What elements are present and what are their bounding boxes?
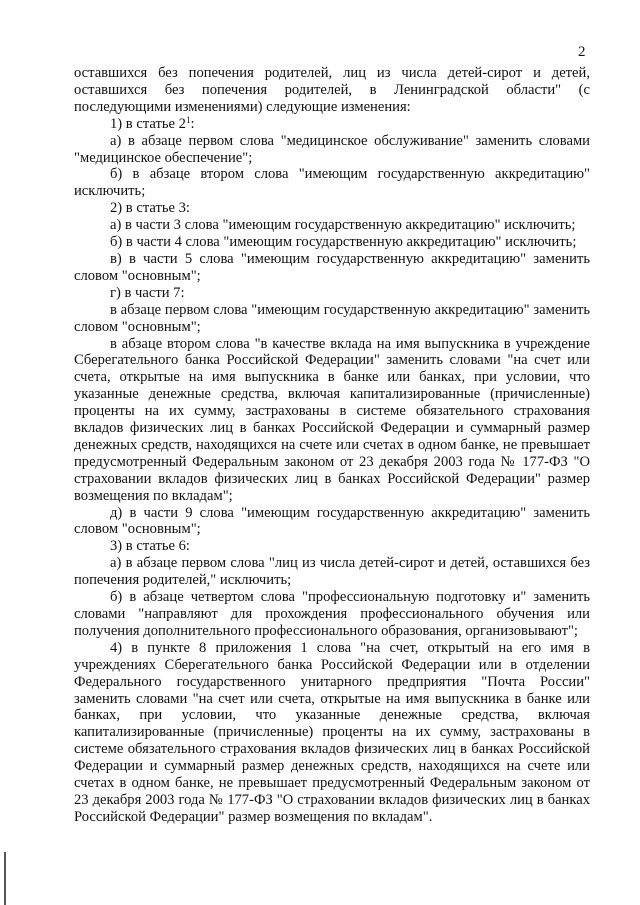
paragraph-2g: г) в части 7: (110, 284, 185, 301)
paragraph-2g-first: в абзаце первом слова "имеющим государственную аккредитацию" заменить словом "основным"; (74, 301, 590, 335)
paragraph-item-2: 2) в статье 3: (110, 200, 190, 217)
paragraph-3a: а) в абзаце первом слова "лиц из числа детей-сирот и детей, оставшихся без попечения родителей," исключить; (74, 555, 590, 589)
document-body (74, 65, 590, 826)
superscript-marker: 1 (185, 114, 191, 125)
paragraph-2a: а) в части 3 слова "имеющим государственную аккредитацию" исключить; (110, 217, 576, 234)
scan-edge-mark (4, 852, 6, 905)
item-1-text: 1) в статье 2 (110, 115, 186, 132)
paragraph-item-3: 3) в статье 6: (110, 538, 190, 555)
item-1-colon: : (190, 115, 195, 132)
paragraph-2v: в) в части 5 слова "имеющим государственную аккредитацию" заменить словом "основным"; (74, 250, 590, 284)
paragraph-1b: б) в абзаце втором слова "имеющим государственную аккредитацию" исключить; (74, 166, 590, 200)
paragraph-item-1 (74, 116, 590, 133)
paragraph-intro: оставшихся без попечения родителей, лиц из числа детей-сирот и детей, оставшихся без попечения родителей, в Ленинградской области" (с последующими изменениями) следующие изменения: (74, 65, 590, 115)
paragraph-2b: б) в части 4 слова "имеющим государственную аккредитацию" исключить; (110, 234, 577, 251)
paragraph-1a: а) в абзаце первом слова "медицинское обслуживание" заменить словами "медицинское обеспечение"; (74, 132, 590, 166)
paragraph-2g-second: в абзаце втором слова "в качестве вклада на имя выпускника в учреждение Сберегательного банка Российской Федерации" заменить словами "на счет или счета, открытые на имя выпускника в банке или банках, при условии, что указанные денежные средства, включая капитализированные (причисленные) проценты на их сумму, застрахованы в системе обязательного страхования вкладов физических лиц в банках Российской Федерации и суммарный размер денежных средств, находящихся на счете или счетах в одном банке, не превышает предусмотренный Федеральным законом от 23 декабря 2003 года № 177-ФЗ "О страховании вкладов физических лиц в банках Российской Федерации" размер возмещения по вкладам"; (74, 335, 590, 504)
paragraph-item-4: 4) в пункте 8 приложения 1 слова "на счет, открытый на его имя в учреждениях Сберегательного банка Российской Федерации или в отделении Федерального государственного унитарного предприятия "Почта России" заменить словами "на счет или счета, открытые на имя выпускника в банке или банках, при условии, что указанные денежные средства, включая капитализированные (причисленные) проценты на их сумму, застрахованы в системе обязательного страхования вкладов физических лиц в банках Российской Федерации и суммарный размер денежных средств, находящихся на счете или счетах в одном банке, не превышает предусмотренный Федеральным законом от 23 декабря 2003 года № 177-ФЗ "О страховании вкладов физических лиц в банках Российской Федерации" размер возмещения по вкладам". (74, 639, 590, 825)
paragraph-3b: б) в абзаце четвертом слова "профессиональную подготовку и" заменить словами "направляют для прохождения профессионального обучения или получения дополнительного профессионального образования, организовывают"; (74, 589, 590, 639)
paragraph-2d: д) в части 9 слова "имеющим государственную аккредитацию" заменить словом "основным"; (74, 504, 590, 538)
page-number: 2 (578, 44, 586, 60)
